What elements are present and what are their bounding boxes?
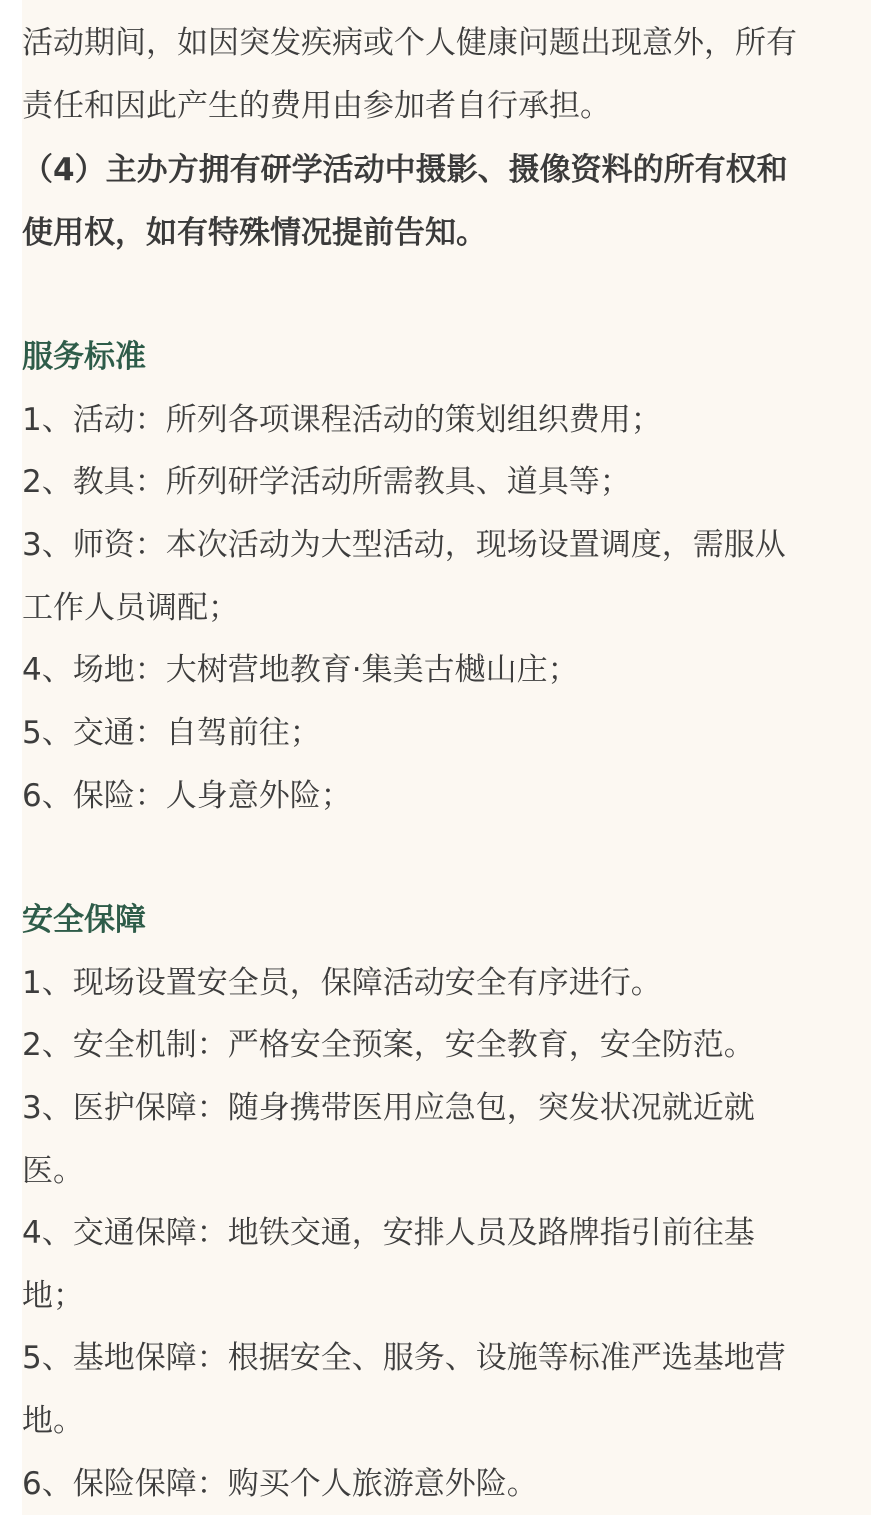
notice-line-1: 活动期间，如因突发疾病或个人健康问题出现意外，所有 <box>22 25 797 61</box>
safety-item-4-cont: 地； <box>22 1278 84 1314</box>
safety-item-3-cont: 医。 <box>22 1153 84 1189</box>
safety-item-5: 5、基地保障：根据安全、服务、设施等标准严选基地营 <box>22 1340 786 1376</box>
safety-item-4: 4、交通保障：地铁交通，安排人员及路牌指引前往基 <box>22 1215 755 1251</box>
clause-4-line-2: 使用权，如有特殊情况提前告知。 <box>22 215 487 251</box>
safety-item-1: 1、现场设置安全员，保障活动安全有序进行。 <box>22 965 662 1001</box>
safety-item-3: 3、医护保障：随身携带医用应急包，突发状况就近就 <box>22 1090 755 1126</box>
service-item-6: 6、保险：人身意外险； <box>22 778 352 814</box>
service-item-5: 5、交通：自驾前往； <box>22 715 321 751</box>
service-item-3: 3、师资：本次活动为大型活动，现场设置调度，需服从 <box>22 527 786 563</box>
service-standard-heading: 服务标准 <box>22 339 146 375</box>
service-item-3-cont: 工作人员调配； <box>22 590 239 626</box>
clause-4-line-1: （4）主办方拥有研学活动中摄影、摄像资料的所有权和 <box>22 152 788 188</box>
safety-item-6: 6、保险保障：购买个人旅游意外险。 <box>22 1466 538 1502</box>
service-item-2: 2、教具：所列研学活动所需教具、道具等； <box>22 464 631 500</box>
safety-item-5-cont: 地。 <box>22 1403 84 1439</box>
safety-item-2: 2、安全机制：严格安全预案，安全教育，安全防范。 <box>22 1027 755 1063</box>
service-item-4: 4、场地：大树营地教育·集美古樾山庄； <box>22 652 579 688</box>
notice-line-2: 责任和因此产生的费用由参加者自行承担。 <box>22 88 611 124</box>
safety-guarantee-heading: 安全保障 <box>22 902 146 938</box>
service-item-1: 1、活动：所列各项课程活动的策划组织费用； <box>22 402 662 438</box>
